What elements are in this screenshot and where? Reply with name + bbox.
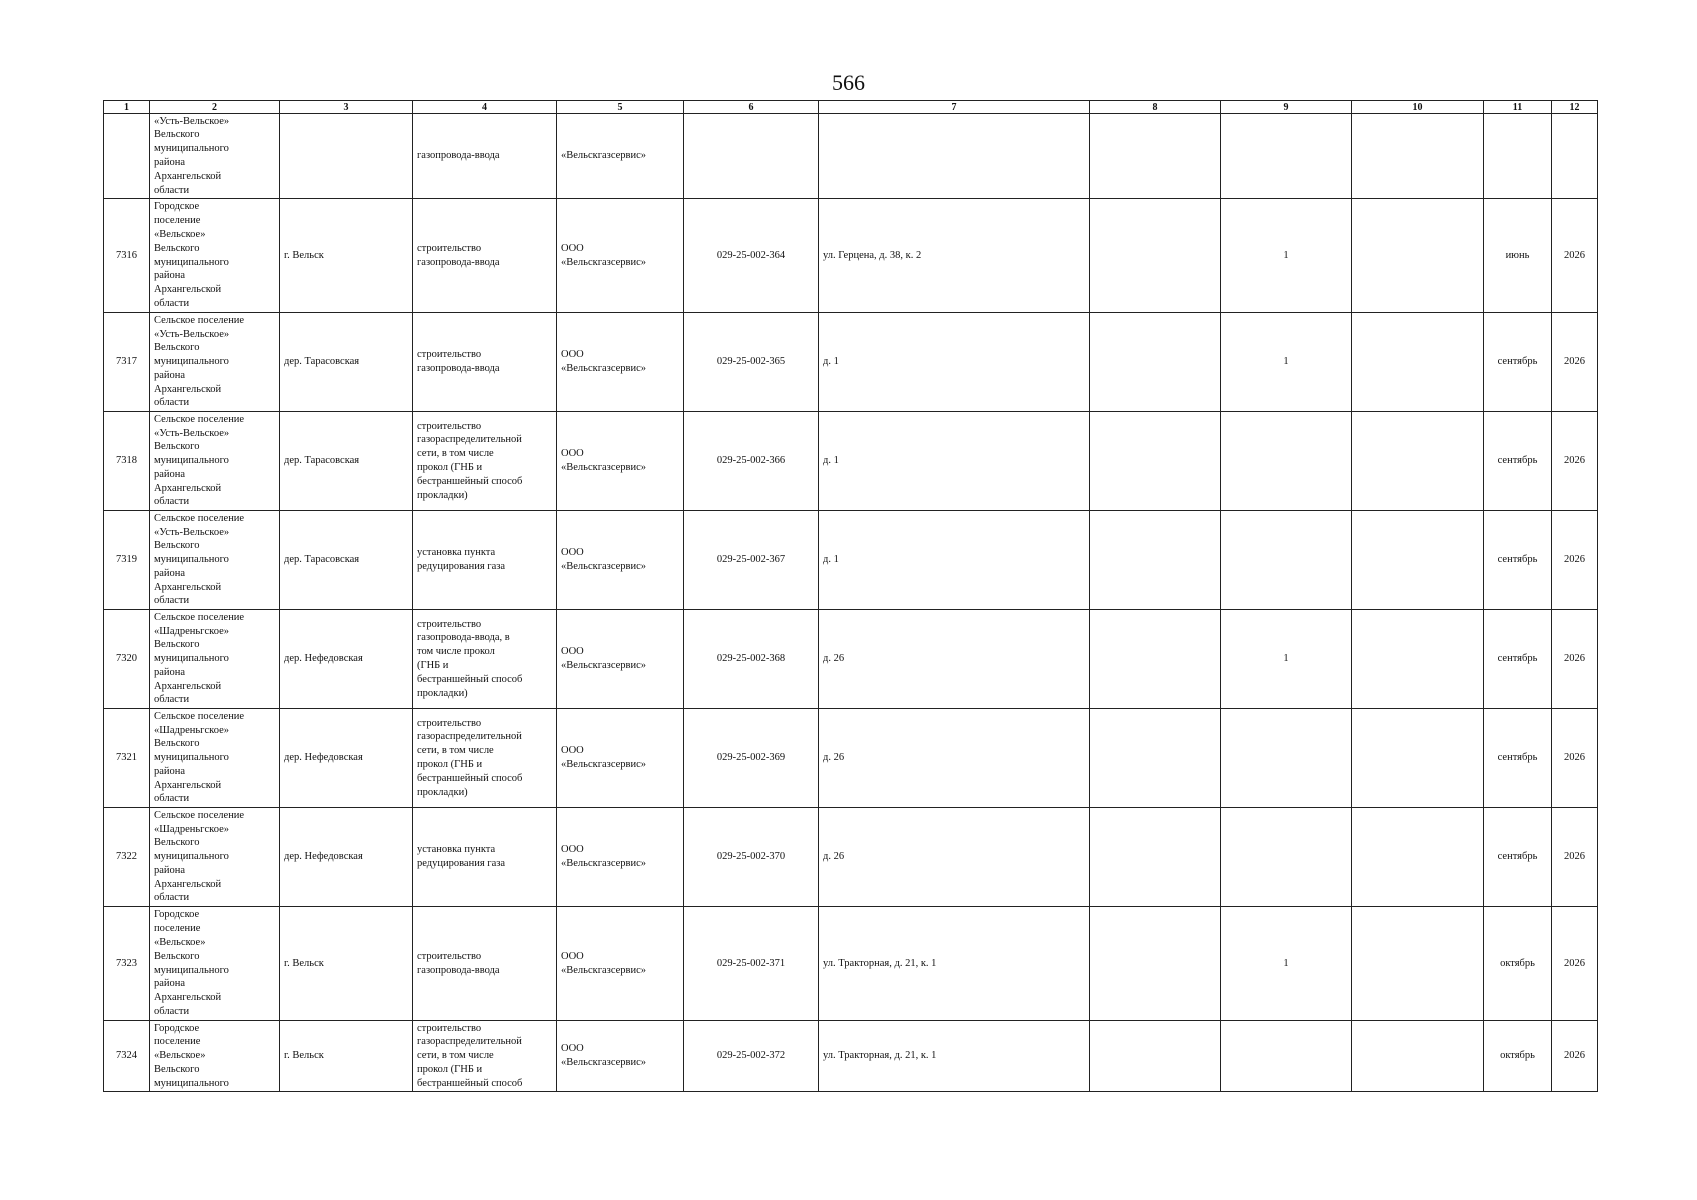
cell-row-number: 7318: [104, 412, 150, 511]
cell-year: 2026: [1552, 610, 1598, 709]
cell-object-code: 029-25-002-371: [684, 907, 819, 1021]
cell-organization: ООО «Вельскгазсервис»: [557, 199, 684, 313]
cell-col-8: [1090, 511, 1221, 610]
cell-col-9: [1221, 511, 1352, 610]
cell-locality: [280, 114, 413, 199]
cell-month: сентябрь: [1484, 808, 1552, 907]
cell-locality: г. Вельск: [280, 199, 413, 313]
cell-locality: дер. Тарасовская: [280, 412, 413, 511]
cell-object-code: 029-25-002-369: [684, 709, 819, 808]
cell-municipality: Сельское поселение «Усть-Вельское» Вельского муниципального района Архангельской области: [150, 313, 280, 412]
table-row: [104, 114, 1598, 199]
cell-year: [1552, 114, 1598, 199]
cell-month: сентябрь: [1484, 511, 1552, 610]
cell-object-code: 029-25-002-364: [684, 199, 819, 313]
column-header: 9: [1221, 101, 1352, 114]
cell-month: сентябрь: [1484, 412, 1552, 511]
cell-organization: ООО «Вельскгазсервис»: [557, 907, 684, 1021]
table-row: [104, 313, 1598, 412]
cell-work-type: установка пункта редуцирования газа: [413, 511, 557, 610]
cell-year: 2026: [1552, 709, 1598, 808]
cell-col-9: 1: [1221, 907, 1352, 1021]
cell-address: ул. Тракторная, д. 21, к. 1: [819, 1021, 1090, 1092]
cell-year: 2026: [1552, 412, 1598, 511]
cell-month: октябрь: [1484, 907, 1552, 1021]
cell-municipality: Сельское поселение «Усть-Вельское» Вельского муниципального района Архангельской области: [150, 511, 280, 610]
cell-col-8: [1090, 610, 1221, 709]
cell-object-code: 029-25-002-366: [684, 412, 819, 511]
cell-locality: г. Вельск: [280, 1021, 413, 1092]
cell-year: 2026: [1552, 313, 1598, 412]
cell-col-10: [1352, 199, 1484, 313]
column-header: 4: [413, 101, 557, 114]
cell-address: д. 1: [819, 511, 1090, 610]
cell-year: 2026: [1552, 511, 1598, 610]
cell-object-code: 029-25-002-368: [684, 610, 819, 709]
table-row: [104, 199, 1598, 313]
column-header: 2: [150, 101, 280, 114]
page-number: 566: [832, 70, 865, 95]
cell-col-9: [1221, 1021, 1352, 1092]
cell-object-code: 029-25-002-367: [684, 511, 819, 610]
table-row: [104, 511, 1598, 610]
cell-locality: дер. Нефедовская: [280, 610, 413, 709]
register-table: [103, 100, 1598, 1092]
cell-organization: ООО «Вельскгазсервис»: [557, 511, 684, 610]
table-row: [104, 709, 1598, 808]
cell-locality: дер. Тарасовская: [280, 313, 413, 412]
cell-row-number: 7317: [104, 313, 150, 412]
cell-row-number: 7319: [104, 511, 150, 610]
cell-month: сентябрь: [1484, 709, 1552, 808]
cell-organization: ООО «Вельскгазсервис»: [557, 808, 684, 907]
cell-object-code: 029-25-002-372: [684, 1021, 819, 1092]
cell-municipality: Сельское поселение «Усть-Вельское» Вельского муниципального района Архангельской области: [150, 412, 280, 511]
cell-address: д. 1: [819, 412, 1090, 511]
cell-col-8: [1090, 808, 1221, 907]
column-header: 7: [819, 101, 1090, 114]
cell-col-8: [1090, 313, 1221, 412]
cell-object-code: 029-25-002-370: [684, 808, 819, 907]
cell-work-type: строительство газораспределительной сети, в том числе прокол (ГНБ и бестраншейный способ прокладки): [413, 709, 557, 808]
cell-locality: дер. Тарасовская: [280, 511, 413, 610]
cell-municipality: Сельское поселение «Шадреньгское» Вельского муниципального района Архангельской области: [150, 808, 280, 907]
cell-address: д. 26: [819, 808, 1090, 907]
cell-col-10: [1352, 1021, 1484, 1092]
column-header: 1: [104, 101, 150, 114]
cell-col-10: [1352, 114, 1484, 199]
cell-municipality: «Усть-Вельское» Вельского муниципального района Архангельской области: [150, 114, 280, 199]
cell-col-9: 1: [1221, 199, 1352, 313]
column-header: 6: [684, 101, 819, 114]
cell-work-type: установка пункта редуцирования газа: [413, 808, 557, 907]
cell-row-number: 7316: [104, 199, 150, 313]
cell-work-type: строительство газопровода-ввода: [413, 199, 557, 313]
cell-object-code: [684, 114, 819, 199]
cell-address: д. 1: [819, 313, 1090, 412]
cell-col-8: [1090, 709, 1221, 808]
cell-month: октябрь: [1484, 1021, 1552, 1092]
cell-row-number: 7321: [104, 709, 150, 808]
cell-year: 2026: [1552, 907, 1598, 1021]
cell-work-type: газопровода-ввода: [413, 114, 557, 199]
cell-col-9: 1: [1221, 610, 1352, 709]
cell-col-8: [1090, 412, 1221, 511]
cell-address: ул. Герцена, д. 38, к. 2: [819, 199, 1090, 313]
table-row: [104, 610, 1598, 709]
column-header: 3: [280, 101, 413, 114]
cell-organization: ООО «Вельскгазсервис»: [557, 412, 684, 511]
cell-month: сентябрь: [1484, 313, 1552, 412]
cell-object-code: 029-25-002-365: [684, 313, 819, 412]
cell-col-9: [1221, 709, 1352, 808]
cell-organization: «Вельскгазсервис»: [557, 114, 684, 199]
cell-col-8: [1090, 199, 1221, 313]
cell-col-8: [1090, 114, 1221, 199]
cell-municipality: Городское поселение «Вельское» Вельского муниципального района Архангельской области: [150, 199, 280, 313]
cell-col-10: [1352, 610, 1484, 709]
column-header: 12: [1552, 101, 1598, 114]
cell-organization: ООО «Вельскгазсервис»: [557, 610, 684, 709]
cell-row-number: 7324: [104, 1021, 150, 1092]
cell-col-10: [1352, 808, 1484, 907]
cell-year: 2026: [1552, 1021, 1598, 1092]
column-number-row: [104, 101, 1598, 114]
cell-organization: ООО «Вельскгазсервис»: [557, 1021, 684, 1092]
table-row: [104, 907, 1598, 1021]
cell-address: д. 26: [819, 610, 1090, 709]
cell-row-number: [104, 114, 150, 199]
cell-col-9: 1: [1221, 313, 1352, 412]
cell-locality: г. Вельск: [280, 907, 413, 1021]
cell-municipality: Городское поселение «Вельское» Вельского муниципального района Архангельской области: [150, 907, 280, 1021]
cell-work-type: строительство газораспределительной сети, в том числе прокол (ГНБ и бестраншейный способ: [413, 1021, 557, 1092]
cell-address: д. 26: [819, 709, 1090, 808]
cell-locality: дер. Нефедовская: [280, 709, 413, 808]
column-header: 11: [1484, 101, 1552, 114]
cell-organization: ООО «Вельскгазсервис»: [557, 313, 684, 412]
cell-col-10: [1352, 511, 1484, 610]
cell-work-type: строительство газораспределительной сети, в том числе прокол (ГНБ и бестраншейный способ прокладки): [413, 412, 557, 511]
cell-month: июнь: [1484, 199, 1552, 313]
cell-col-10: [1352, 313, 1484, 412]
table-row: [104, 412, 1598, 511]
cell-col-9: [1221, 114, 1352, 199]
column-header: 5: [557, 101, 684, 114]
cell-work-type: строительство газопровода-ввода: [413, 313, 557, 412]
cell-col-10: [1352, 709, 1484, 808]
cell-locality: дер. Нефедовская: [280, 808, 413, 907]
cell-municipality: Городское поселение «Вельское» Вельского муниципального: [150, 1021, 280, 1092]
cell-organization: ООО «Вельскгазсервис»: [557, 709, 684, 808]
cell-municipality: Сельское поселение «Шадреньгское» Вельского муниципального района Архангельской области: [150, 610, 280, 709]
cell-col-8: [1090, 1021, 1221, 1092]
cell-address: ул. Тракторная, д. 21, к. 1: [819, 907, 1090, 1021]
table-row: [104, 808, 1598, 907]
cell-year: 2026: [1552, 199, 1598, 313]
cell-year: 2026: [1552, 808, 1598, 907]
cell-col-9: [1221, 412, 1352, 511]
cell-address: [819, 114, 1090, 199]
cell-col-9: [1221, 808, 1352, 907]
cell-work-type: строительство газопровода-ввода: [413, 907, 557, 1021]
cell-work-type: строительство газопровода-ввода, в том числе прокол (ГНБ и бестраншейный способ прокладки): [413, 610, 557, 709]
table-row: [104, 1021, 1598, 1092]
column-header: 10: [1352, 101, 1484, 114]
cell-col-10: [1352, 907, 1484, 1021]
cell-municipality: Сельское поселение «Шадреньгское» Вельского муниципального района Архангельской области: [150, 709, 280, 808]
cell-row-number: 7322: [104, 808, 150, 907]
cell-col-8: [1090, 907, 1221, 1021]
cell-col-10: [1352, 412, 1484, 511]
cell-month: [1484, 114, 1552, 199]
cell-row-number: 7323: [104, 907, 150, 1021]
cell-row-number: 7320: [104, 610, 150, 709]
cell-month: сентябрь: [1484, 610, 1552, 709]
column-header: 8: [1090, 101, 1221, 114]
